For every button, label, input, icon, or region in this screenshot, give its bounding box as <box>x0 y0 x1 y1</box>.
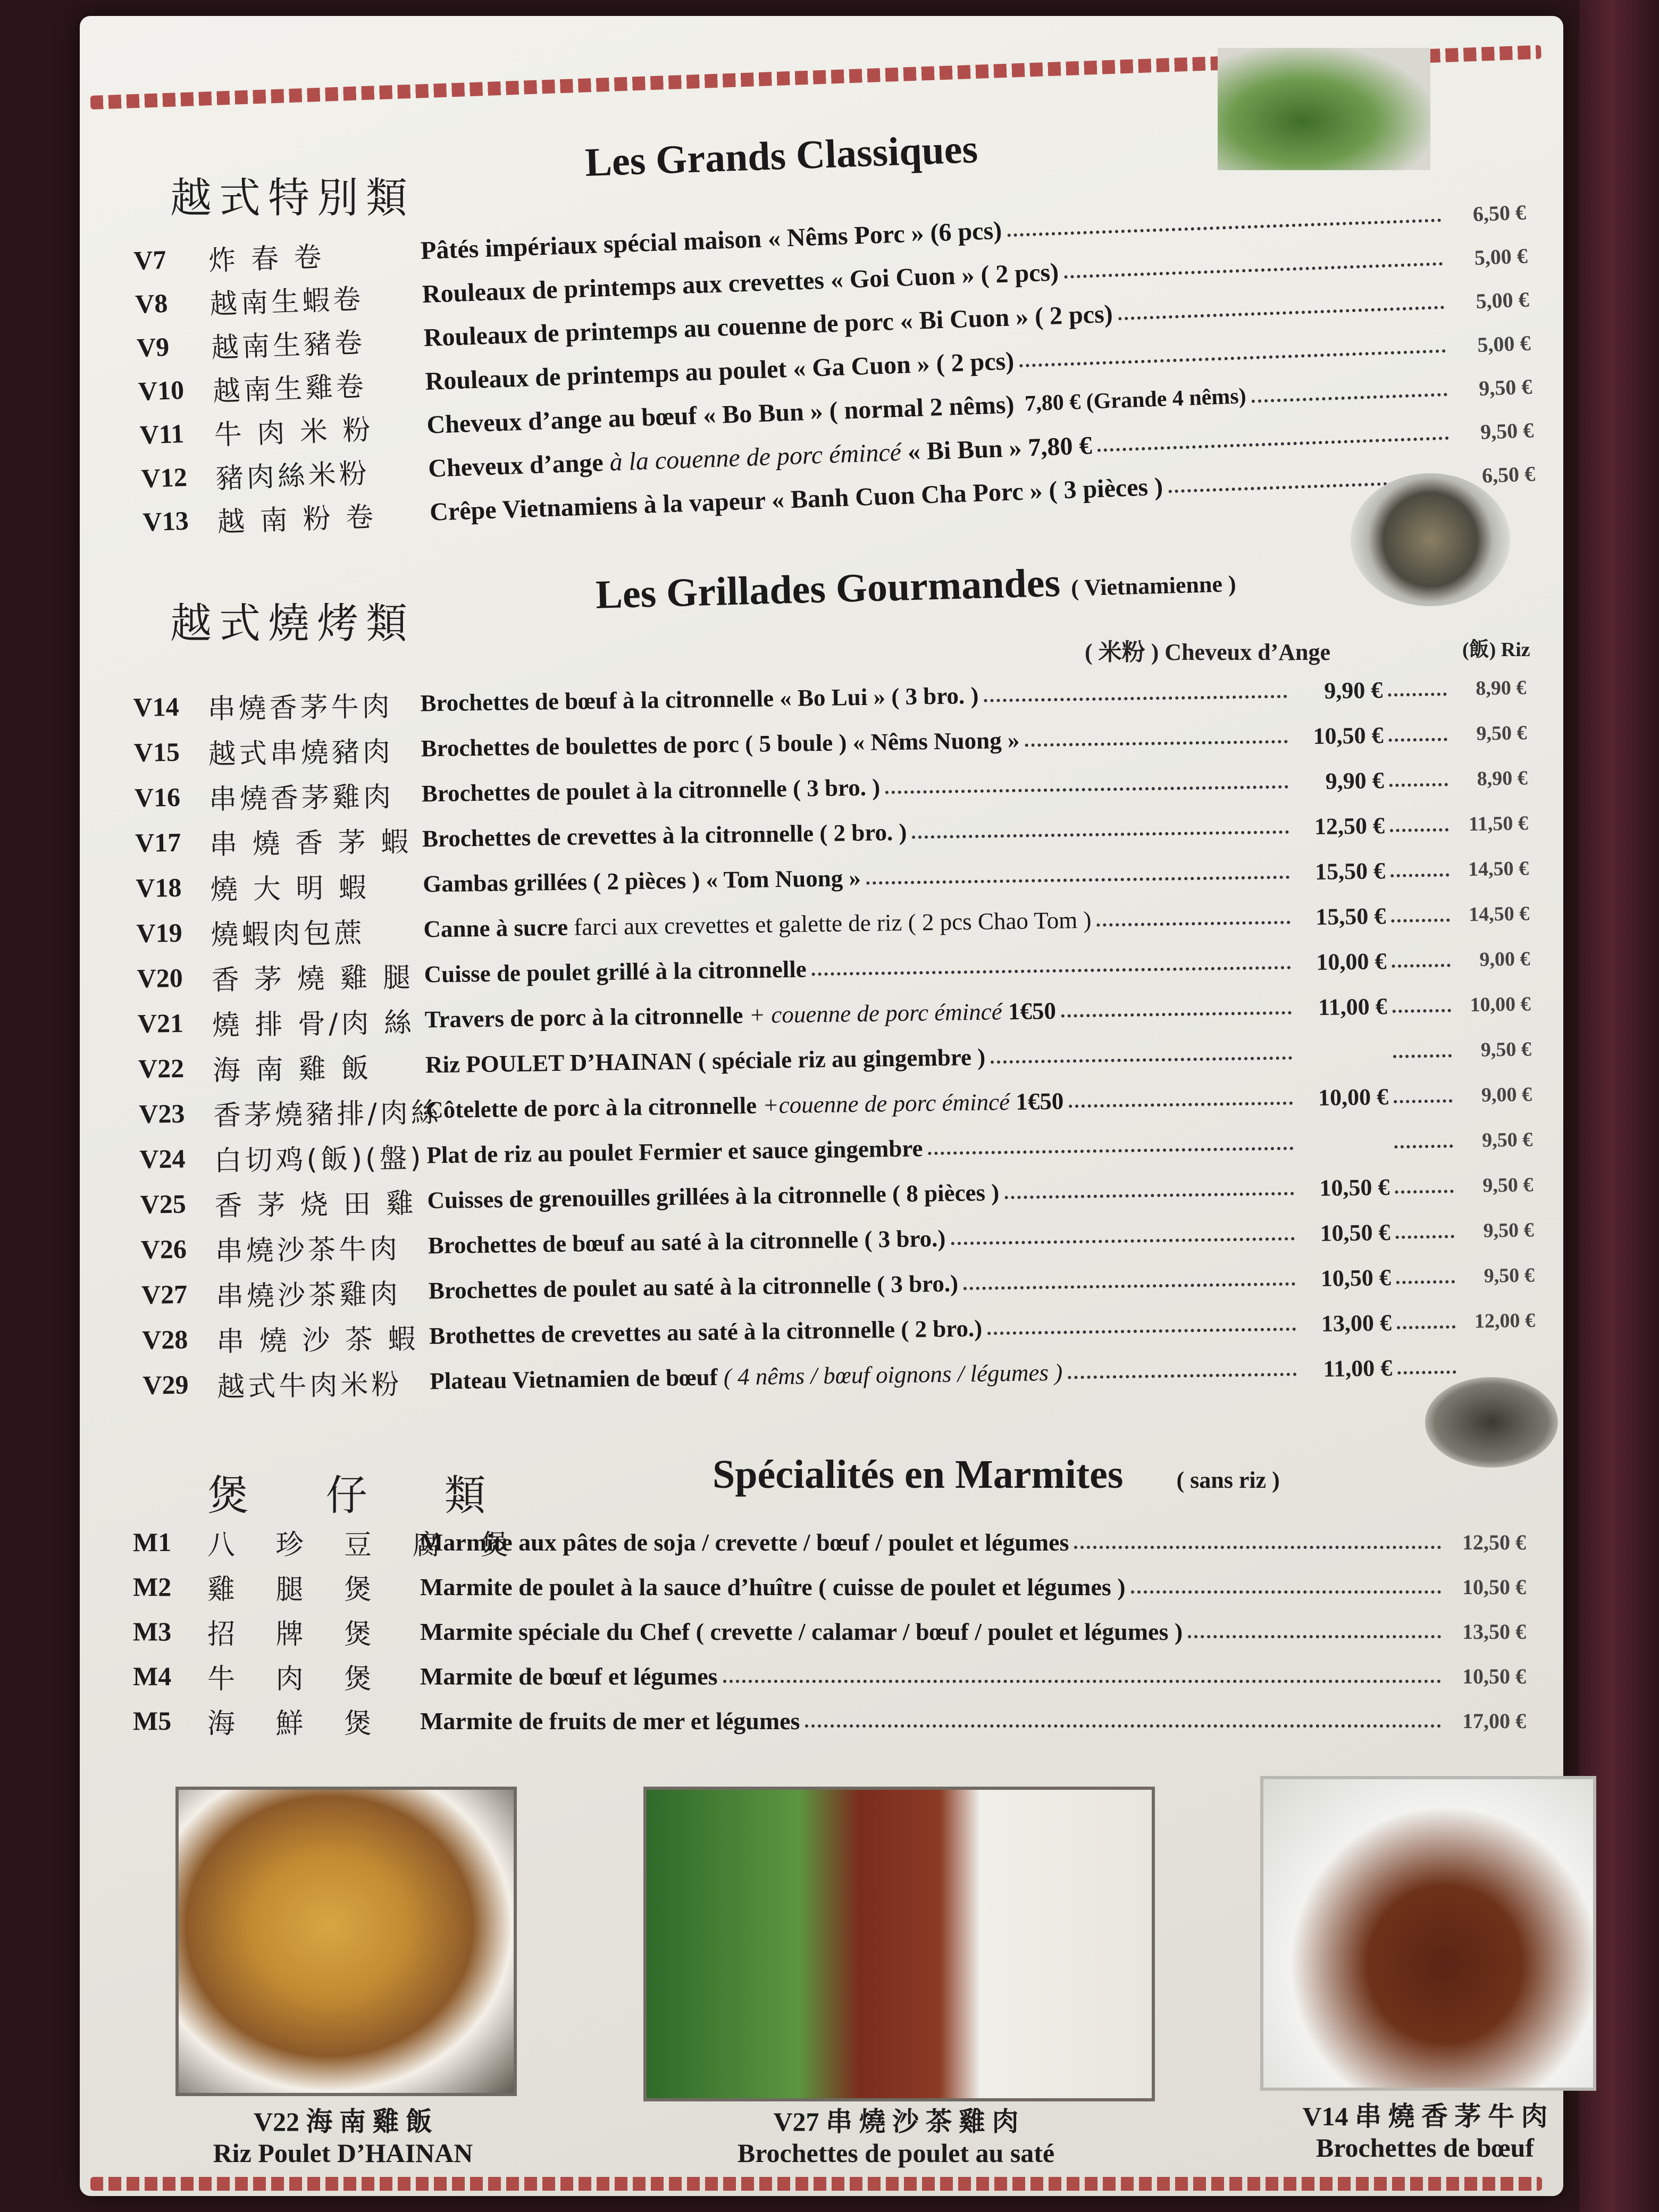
item-code: V16 <box>134 782 181 812</box>
dotted-leader <box>1064 262 1443 279</box>
item-description-italic: + couenne de porc émincé <box>743 998 1002 1029</box>
item-name-zh: 海 鮮 煲 <box>207 1707 388 1740</box>
dotted-leader <box>1393 1054 1452 1058</box>
dotted-leader <box>1396 1280 1455 1284</box>
item-description <box>426 1134 923 1169</box>
item-description <box>420 682 979 717</box>
caption-v14-code: V14 串 燒 香 茅 牛 肉 <box>1302 2101 1548 2131</box>
item-code: V29 <box>142 1369 189 1400</box>
column-header-riz: (飯) Riz <box>1462 639 1530 661</box>
item-price: 12,50 € <box>1462 1530 1526 1554</box>
price-cheveux-ange: 9,90 € <box>1325 767 1385 794</box>
item-price: 5,00 € <box>1477 330 1531 357</box>
item-description <box>423 906 1092 943</box>
item-price: 10,50 € <box>1462 1664 1526 1688</box>
item-price: 13,50 € <box>1462 1619 1526 1644</box>
item-code: V24 <box>139 1143 186 1174</box>
item-description-italic: +couenne de porc émincé <box>756 1088 1010 1119</box>
menu-item-m5 <box>133 1699 1526 1742</box>
item-code: V19 <box>136 917 182 948</box>
item-name-zh: 白切鸡(飯)(盤) <box>214 1142 425 1177</box>
item-name-zh: 串 燒 香 茅 蝦 <box>209 826 412 861</box>
dotted-leader <box>1061 1011 1292 1018</box>
item-description <box>429 1314 983 1350</box>
decorative-border-bottom <box>90 2177 1542 2191</box>
item-name-zh: 串 燒 沙 茶 蝦 <box>216 1323 419 1358</box>
price-riz: 9,00 € <box>1481 1083 1532 1107</box>
item-code: V28 <box>141 1324 188 1355</box>
price-riz: 14,50 € <box>1468 857 1529 881</box>
item-description <box>428 1225 945 1260</box>
item-code: V17 <box>135 827 181 858</box>
marmites-title <box>713 1452 1280 1498</box>
item-name-zh: 香茅燒豬排/肉絲 <box>213 1096 442 1132</box>
dotted-leader <box>812 966 1291 976</box>
dotted-leader <box>1397 1325 1455 1329</box>
item-name-zh: 炸 春 卷 <box>207 240 325 277</box>
item-code: V11 <box>139 418 185 450</box>
item-description-detail: farci aux crevettes et galette de riz ( 2 pcs Chao Tom ) <box>567 906 1092 941</box>
item-price: 10,50 € <box>1462 1574 1526 1599</box>
item-code: M5 <box>133 1706 172 1736</box>
item-description-text: Marmite de bœuf et légumes <box>420 1662 718 1690</box>
price-cheveux-ange: 15,50 € <box>1315 902 1386 930</box>
item-description <box>420 1618 1183 1646</box>
photo-riz-poulet-hainan <box>175 1787 517 2096</box>
item-description-text: Plateau Vietnamien de bœuf <box>429 1363 718 1395</box>
grillades-list <box>133 666 1536 1430</box>
dotted-leader <box>1397 1370 1456 1375</box>
photo-brochettes-poulet-sate <box>643 1787 1155 2101</box>
item-name-zh: 串燒香茅牛肉 <box>207 690 393 725</box>
dish-photo-bowl <box>1351 473 1510 606</box>
item-description <box>420 1662 718 1690</box>
item-name-zh: 燒蝦肉包蔗 <box>211 917 365 951</box>
item-description <box>422 818 907 853</box>
item-name-zh: 雞 腿 煲 <box>207 1573 388 1606</box>
item-description <box>427 1178 999 1214</box>
item-description <box>420 1528 1069 1556</box>
price-cheveux-ange: 10,00 € <box>1316 948 1387 975</box>
dotted-leader <box>1097 437 1449 452</box>
item-code: V9 <box>136 331 170 363</box>
dish-photo-claypot <box>1425 1377 1558 1468</box>
price-cheveux-ange: 9,90 € <box>1323 676 1383 704</box>
price-cheveux-ange: 10,50 € <box>1319 1174 1390 1201</box>
price-riz: 9,00 € <box>1479 948 1530 971</box>
item-description <box>424 955 807 988</box>
grands-classiques-zh-title: 越式特別類 <box>170 174 415 222</box>
item-name-zh: 牛 肉 米 粉 <box>213 413 374 451</box>
item-price-alt: 7,80 € (Grande 4 nêms) <box>1024 384 1247 416</box>
item-code: V12 <box>140 462 188 493</box>
item-name-zh: 串燒沙茶牛肉 <box>215 1233 401 1268</box>
item-name-zh: 燒 大 明 蝦 <box>210 872 370 906</box>
dotted-leader <box>1392 963 1451 968</box>
dotted-leader <box>1007 219 1441 237</box>
price-riz: 9,50 € <box>1484 1264 1535 1287</box>
dotted-leader <box>1391 918 1449 923</box>
item-price: 9,50 € <box>1478 374 1533 400</box>
grillades-title <box>595 555 1236 618</box>
item-description-text: Brochettes de bœuf au saté à la citronnelle ( 3 bro.) <box>428 1225 946 1259</box>
item-name-zh: 八 珍 豆 腐 煲 <box>207 1529 525 1561</box>
item-description-text: Rouleaux de printemps au couenne de porc « Bi Cuon » ( 2 pcs) <box>423 299 1113 352</box>
dotted-leader <box>1131 1590 1441 1594</box>
marmites-subtitle: ( sans riz ) <box>1176 1467 1280 1493</box>
dish-photo-salad <box>1218 48 1430 170</box>
dotted-leader <box>885 785 1288 794</box>
grands-classiques-title: Les Grands Classiques <box>584 127 979 185</box>
dotted-leader <box>1118 306 1444 320</box>
dotted-leader <box>1390 828 1448 832</box>
item-description-text: Marmite de fruits de mer et légumes <box>420 1707 800 1735</box>
item-description-text: Brochettes de poulet au saté à la citronnelle ( 3 bro.) <box>428 1270 959 1304</box>
item-name-zh: 香 茅 燒 雞 腿 <box>211 961 414 996</box>
item-code: V26 <box>140 1234 187 1264</box>
price-riz: 9,50 € <box>1476 722 1527 745</box>
price-riz: 9,50 € <box>1481 1128 1533 1152</box>
item-description-extra: « Bi Bun » 7,80 € <box>900 431 1093 466</box>
item-description-text: Brochettes de poulet à la citronnelle ( 3 bro. ) <box>421 774 881 807</box>
price-cheveux-ange: 10,50 € <box>1320 1219 1390 1246</box>
dotted-leader <box>951 1237 1294 1245</box>
item-description-text: Plat de riz au poulet Fermier et sauce gingembre <box>426 1135 923 1169</box>
item-code: M2 <box>133 1572 172 1602</box>
item-code: V21 <box>137 1008 184 1038</box>
item-name-zh: 串燒沙茶雞肉 <box>215 1278 401 1313</box>
caption-v27-code: V27 串 燒 沙 茶 雞 肉 <box>773 2107 1019 2136</box>
price-cheveux-ange: 12,50 € <box>1314 812 1385 840</box>
item-description-text: Brothettes de crevettes au saté à la citronnelle ( 2 bro.) <box>429 1314 983 1350</box>
menu-page <box>80 16 1563 2196</box>
dotted-leader <box>1096 921 1290 927</box>
item-description-italic: à la couenne de porc émincé <box>602 438 902 476</box>
item-price: 9,50 € <box>1480 417 1534 444</box>
item-description <box>422 773 881 807</box>
item-price: 6,50 € <box>1472 200 1527 226</box>
grillades-subtitle: ( Vietnamienne ) <box>1070 571 1237 601</box>
item-description-text: Marmite spéciale du Chef ( crevette / calamar / bœuf / poulet et légumes ) <box>420 1618 1183 1645</box>
dotted-leader <box>1395 1189 1453 1194</box>
price-riz: 9,50 € <box>1480 1038 1532 1061</box>
price-cheveux-ange: 15,50 € <box>1314 857 1386 885</box>
item-price: 5,00 € <box>1473 244 1528 270</box>
dotted-leader <box>1019 349 1446 367</box>
price-cheveux-ange: 11,00 € <box>1318 993 1387 1020</box>
item-price: 17,00 € <box>1462 1708 1526 1733</box>
item-code: V20 <box>137 962 183 993</box>
dotted-leader <box>1388 693 1446 697</box>
grillades-title-text: Les Grillades Gourmandes <box>595 560 1061 617</box>
item-code: V23 <box>138 1098 185 1129</box>
item-name-zh: 越南生雞卷 <box>212 370 367 408</box>
price-riz: 14,50 € <box>1468 902 1530 926</box>
item-description <box>429 1269 959 1304</box>
item-code: V22 <box>138 1053 185 1084</box>
item-description-text: Marmite de poulet à la sauce d’huître ( cuisse de poulet et légumes ) <box>420 1573 1126 1601</box>
photo-brochettes-boeuf <box>1260 1776 1596 2091</box>
grands-classiques-list <box>133 191 1536 558</box>
dotted-leader <box>912 831 1289 839</box>
item-name-zh: 越南生蝦卷 <box>209 283 365 321</box>
item-description-text: Crêpe Vietnamiens à la vapeur « Banh Cuon Cha Porc » ( 3 pièces ) <box>429 472 1163 526</box>
item-price: 5,00 € <box>1475 287 1530 313</box>
dotted-leader <box>1074 1546 1441 1549</box>
item-description-text: Cuisses de grenouilles grillées à la citronnelle ( 8 pièces ) <box>427 1179 1000 1214</box>
price-riz: 8,90 € <box>1476 676 1527 700</box>
caption-v22-name: Riz Poulet D’HAINAN <box>213 2138 473 2168</box>
item-code: V15 <box>133 736 180 767</box>
item-name-zh: 豬肉絲米粉 <box>215 457 371 495</box>
item-name-zh: 海 南 雞 飯 <box>212 1052 373 1087</box>
price-cheveux-ange: 10,00 € <box>1318 1083 1389 1111</box>
caption-v14-name: Brochettes de bœuf <box>1316 2133 1535 2163</box>
item-description-text: Travers de porc à la citronnelle <box>424 1002 743 1033</box>
item-name-zh: 燒 排 骨/肉 絲 <box>212 1007 415 1042</box>
dotted-leader <box>723 1680 1441 1683</box>
dotted-leader <box>1068 1373 1296 1379</box>
menu-item-m3 <box>133 1610 1526 1653</box>
item-code: V13 <box>142 505 189 537</box>
menu-item-m2 <box>133 1565 1526 1608</box>
item-description <box>423 864 861 898</box>
grillades-zh-title: 越式燒烤類 <box>170 600 415 648</box>
dotted-leader <box>1004 1192 1294 1200</box>
price-riz: 11,50 € <box>1468 812 1529 835</box>
dotted-leader <box>1389 783 1448 787</box>
dotted-leader <box>987 1328 1296 1335</box>
item-name-zh: 招 牌 煲 <box>207 1618 388 1650</box>
item-description-text: Canne à sucre <box>423 914 568 943</box>
caption-v27-name: Brochettes de poulet au saté <box>737 2138 1055 2168</box>
item-name-zh: 越式牛肉米粉 <box>217 1368 403 1403</box>
item-description-text: Rouleaux de printemps aux crevettes « Goi Cuon » ( 2 pcs) <box>422 257 1059 308</box>
dotted-leader <box>928 1147 1294 1155</box>
item-code: M3 <box>133 1616 172 1646</box>
item-description-extra: 1€50 <box>1009 1087 1064 1116</box>
price-riz <box>1461 1365 1536 1367</box>
dotted-leader <box>963 1283 1295 1291</box>
dotted-leader <box>805 1724 1441 1728</box>
item-description <box>425 1043 986 1079</box>
item-description-text: Brochettes de crevettes à la citronnelle ( 2 bro. ) <box>422 818 907 852</box>
item-code: V18 <box>135 872 182 903</box>
column-header-cheveux-ange: ( 米粉 ) Cheveux d’Ange <box>1085 639 1330 665</box>
marmites-list <box>133 1521 1526 1744</box>
item-code: V27 <box>141 1279 188 1310</box>
menu-item-m1 <box>133 1521 1526 1563</box>
price-riz: 9,50 € <box>1482 1174 1534 1197</box>
dotted-leader <box>1394 1144 1453 1149</box>
dotted-leader <box>1069 1102 1293 1108</box>
item-description <box>421 726 1019 763</box>
item-description-text: Gambas grillées ( 2 pièces ) « Tom Nuong » <box>422 864 861 898</box>
dotted-leader <box>1390 873 1449 877</box>
menu-item-m4 <box>133 1655 1526 1697</box>
item-name-zh: 串燒香茅雞肉 <box>208 781 395 816</box>
item-description <box>430 1359 1063 1395</box>
price-riz: 9,50 € <box>1483 1219 1534 1242</box>
price-riz: 12,00 € <box>1474 1309 1536 1333</box>
price-cheveux-ange: 10,50 € <box>1320 1264 1392 1292</box>
dotted-leader <box>1393 1009 1451 1013</box>
price-cheveux-ange <box>1297 1051 1388 1052</box>
item-code: V8 <box>135 288 169 319</box>
price-riz: 8,90 € <box>1477 767 1528 790</box>
item-description-text: Brochettes de boulettes de porc ( 5 boule ) « Nêms Nuong » <box>421 726 1020 762</box>
item-price: 6,50 € <box>1481 461 1536 488</box>
item-code: M4 <box>133 1661 172 1691</box>
item-description <box>420 1573 1126 1601</box>
marmites-title-text: Spécialités en Marmites <box>713 1452 1124 1497</box>
item-description-italic: ( 4 nêms / bœuf oignons / légumes ) <box>717 1359 1063 1390</box>
item-description-extra: 1€50 <box>1002 997 1057 1025</box>
item-code: V25 <box>140 1188 187 1219</box>
item-name-zh: 香 茅 烧 田 雞 <box>214 1187 417 1222</box>
item-description <box>424 997 1056 1034</box>
price-cheveux-ange: 13,00 € <box>1321 1309 1392 1337</box>
item-description <box>420 1707 800 1735</box>
item-description <box>426 1087 1064 1124</box>
caption-v22-code: V22 海 南 雞 飯 <box>253 2107 433 2136</box>
item-name-zh: 越南生豬卷 <box>211 326 366 364</box>
item-description-text: Cheveux d’ange <box>428 448 604 483</box>
marmites-zh-title: 煲 仔 類 <box>207 1472 518 1520</box>
dotted-leader <box>866 876 1289 885</box>
item-description-text: Rouleaux de printemps au poulet « Ga Cuon » ( 2 pcs) <box>424 346 1015 396</box>
dotted-leader <box>984 695 1287 702</box>
item-description-text: Cheveux d’ange au bœuf « Bo Bun » ( normal 2 nêms) <box>426 390 1015 439</box>
price-cheveux-ange: 10,50 € <box>1313 722 1384 749</box>
item-description-text: Pâtés impériaux spécial maison « Nêms Porc » (6 pcs) <box>420 216 1002 265</box>
dotted-leader <box>1389 738 1447 742</box>
price-riz: 10,00 € <box>1470 993 1531 1016</box>
item-name-zh: 越式串燒豬肉 <box>208 735 394 770</box>
dotted-leader <box>1394 1099 1452 1103</box>
price-cheveux-ange: 11,00 € <box>1323 1354 1393 1382</box>
item-code: V14 <box>133 691 180 722</box>
item-code: M1 <box>133 1527 172 1557</box>
item-description-text: Brochettes de bœuf à la citronnelle « Bo Lui » ( 3 bro. ) <box>420 682 979 717</box>
item-description-text: Marmite aux pâtes de soja / crevette / bœuf / poulet et légumes <box>420 1528 1069 1556</box>
item-name-zh: 越 南 粉 卷 <box>216 500 378 539</box>
dotted-leader <box>991 1057 1292 1064</box>
item-description-text: Cuisse de poulet grillé à la citronnelle <box>424 956 807 988</box>
dotted-leader <box>1396 1235 1454 1239</box>
item-description-text: Riz POULET D’HAINAN ( spéciale riz au gingembre ) <box>425 1043 986 1078</box>
dotted-leader <box>1025 740 1287 747</box>
price-cheveux-ange <box>1298 1142 1389 1143</box>
item-code: V7 <box>133 244 167 275</box>
dotted-leader <box>1252 393 1447 403</box>
dotted-leader <box>1188 1635 1441 1638</box>
item-description-text: Côtelette de porc à la citronnelle <box>425 1092 757 1124</box>
item-name-zh: 牛 肉 煲 <box>207 1663 388 1695</box>
item-code: V10 <box>138 374 185 406</box>
